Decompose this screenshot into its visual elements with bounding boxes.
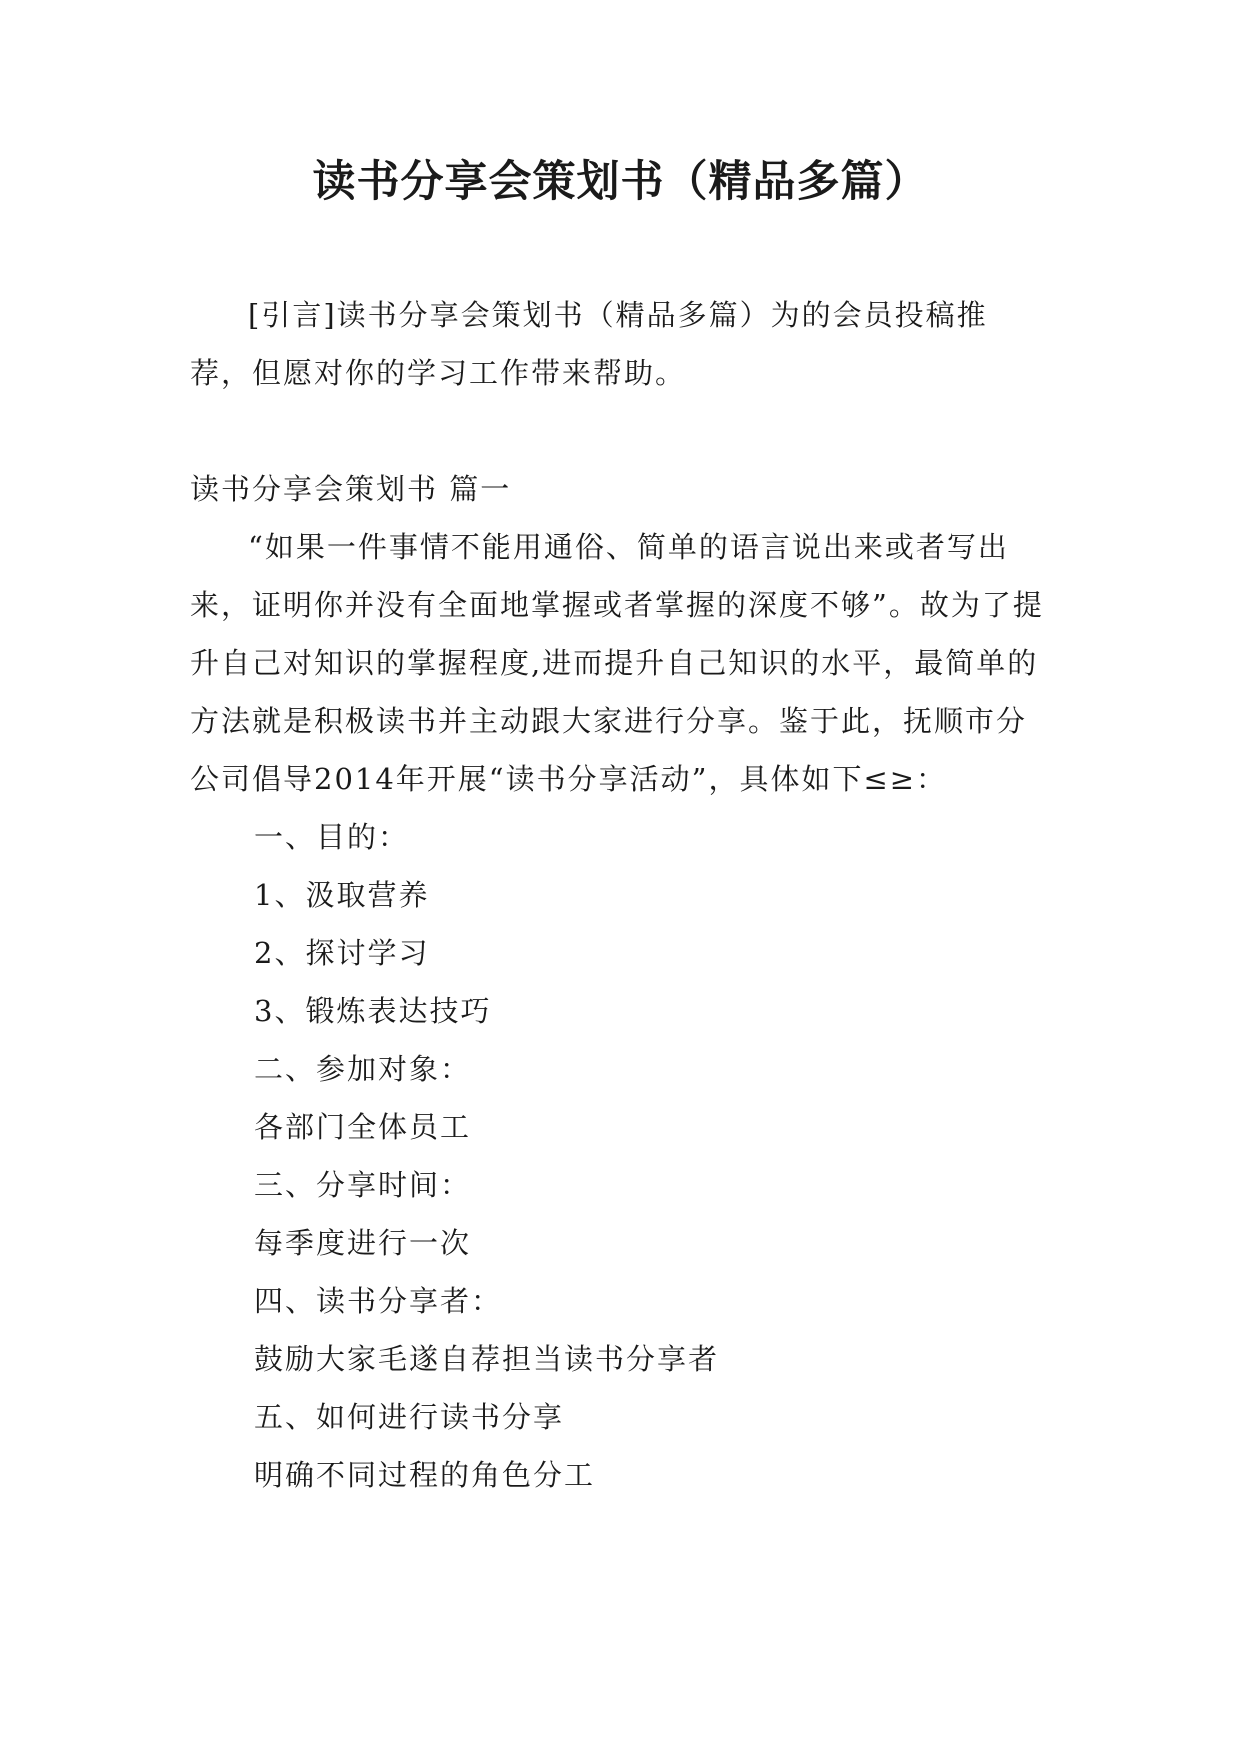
list-item: 2、探讨学习	[254, 936, 430, 970]
document-body	[190, 286, 1048, 1504]
list-item: 每季度进行一次	[254, 1226, 472, 1260]
list-item: 鼓励大家毛遂自荐担当读书分享者	[254, 1342, 720, 1376]
list-item: 五、如何进行读书分享	[254, 1400, 565, 1434]
list-item: 3、锻炼表达技巧	[254, 994, 492, 1028]
list-item: 三、分享时间：	[254, 1168, 472, 1202]
list-item: 二、参加对象：	[254, 1052, 472, 1086]
list-item: 各部门全体员工	[254, 1110, 472, 1144]
document-title: 读书分享会策划书（精品多篇）	[312, 157, 929, 207]
list-item: 四、读书分享者：	[254, 1284, 503, 1318]
section-heading: 读书分享会策划书 篇一	[190, 472, 512, 506]
list-item: 1、汲取营养	[254, 878, 430, 912]
intro-paragraph: [引言]读书分享会策划书（精品多篇）为的会员投稿推荐，但愿对你的学习工作带来帮助。	[190, 298, 988, 390]
list-item: 一、目的：	[254, 820, 410, 854]
body-paragraph: “如果一件事情不能用通俗、简单的语言说出来或者写出来，证明你并没有全面地掌握或者掌握的深度不够”。故为了提升自己对知识的掌握程度,进而提升自己知识的水平，最简单的方法就是积极读书并主动跟大家进行分享。鉴于此，抚顺市分公司倡导2014年开展“读书分享活动”，具体如下≤≥：	[190, 530, 1044, 796]
spacer	[190, 402, 1048, 460]
list-item: 明确不同过程的角色分工	[254, 1458, 596, 1492]
